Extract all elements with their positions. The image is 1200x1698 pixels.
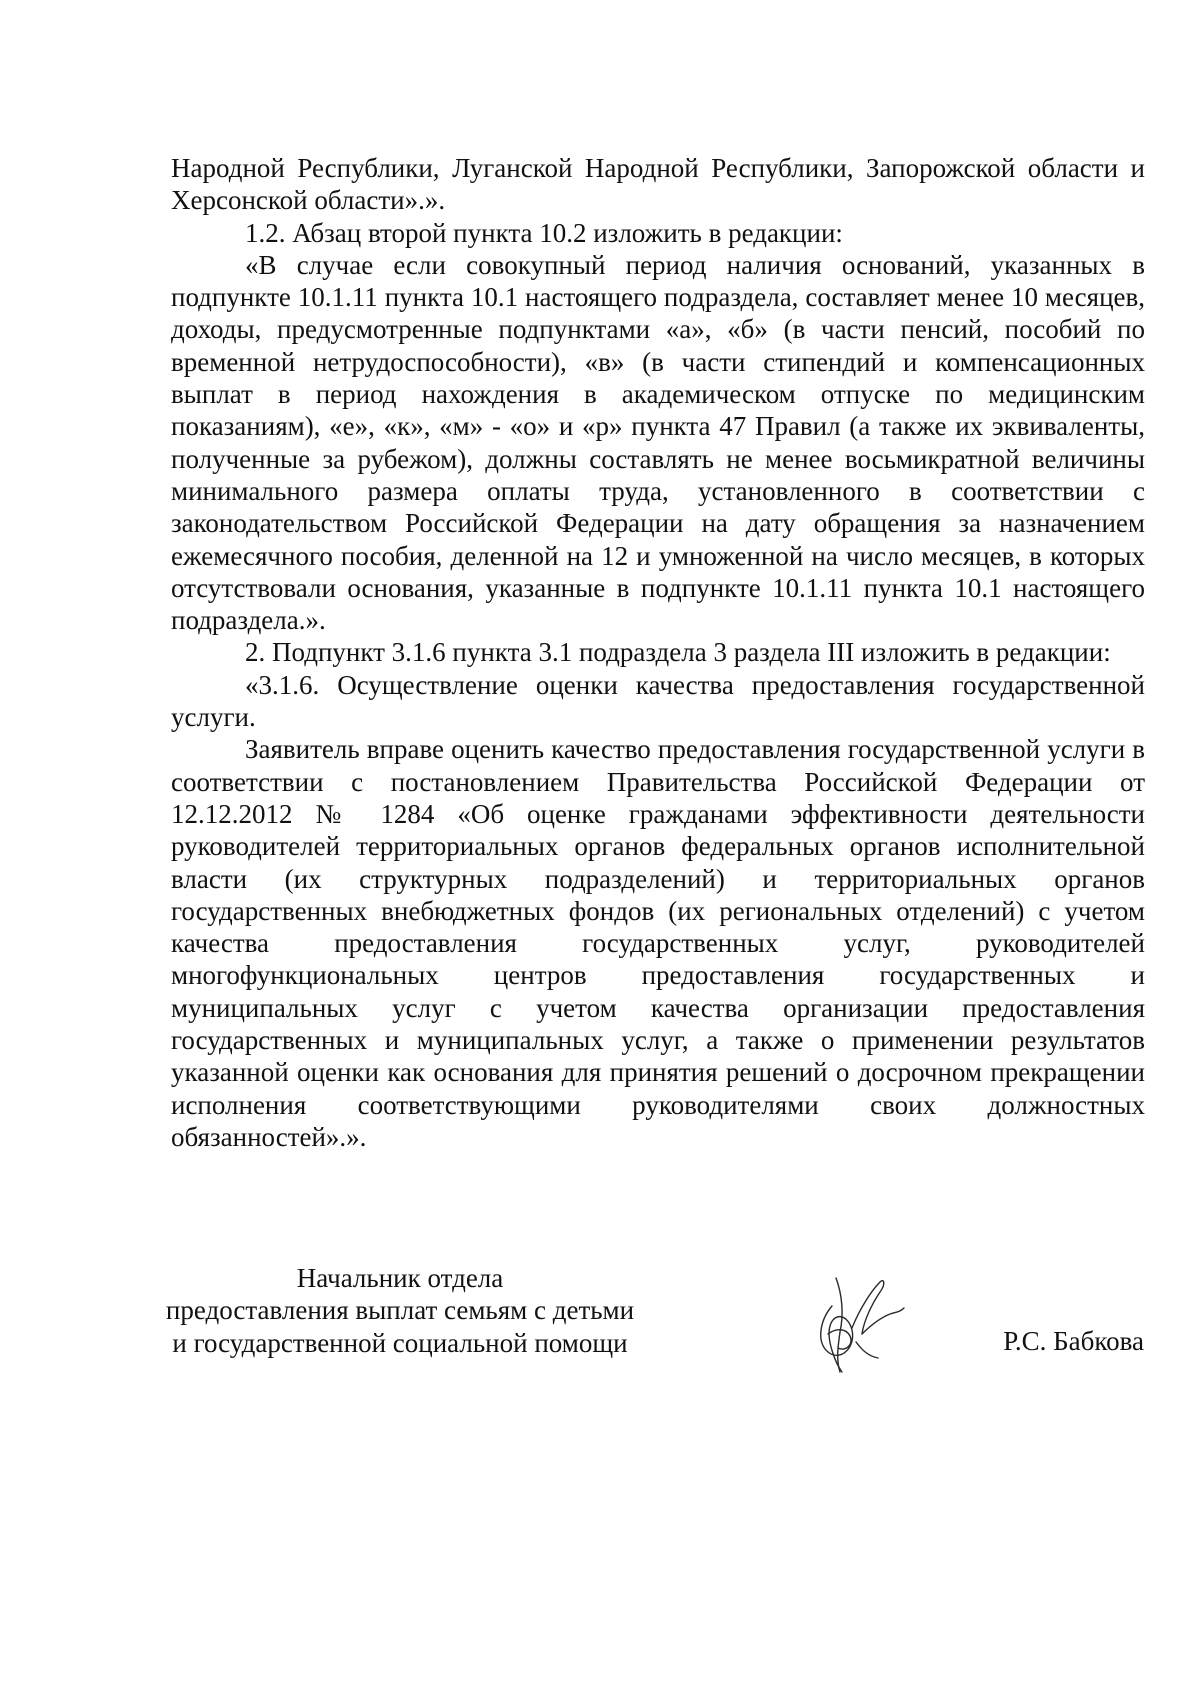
paragraph-2: 2. Подпункт 3.1.6 пункта 3.1 подраздела 3 раздела III изложить в редакции: (245, 637, 1111, 668)
handwritten-signature-icon (806, 1268, 916, 1388)
paragraph-3-1-6: «3.1.6. Осуществление оценки качества предоставления государственной услуги. (171, 669, 1145, 733)
signatory-name: Р.С. Бабкова (1003, 1326, 1144, 1356)
paragraph-applicant: Заявитель вправе оценить качество предоставления государственной услуги в соответствии с постановлением Правительства Российской Федерации от 12.12.2012 № 1284 «Об оценке гражданами эффективности деятельности руководителей территориальных органов федеральных органов исполнительной власти (их структурных подразделений) и территориальных органов государственных внебюджетных фондов (их региональных отделений) с учетом качества предоставления государственных услуг, руководителей многофункциональных центров предоставления государственных и муниципальных услуг с учетом качества организации предоставления государственных и муниципальных услуг, а также о применении результатов указанной оценки как основания для принятия решений о досрочном прекращении исполнения соответствующими руководителями своих должностных обязанностей».». (171, 734, 1145, 1152)
paragraph-1-2: 1.2. Абзац второй пункта 10.2 изложить в редакции: (245, 217, 843, 248)
paragraph-continuation: Народной Республики, Луганской Народной Республики, Запорожской области и Херсонской области».». (171, 153, 1145, 216)
signatory-title (140, 1262, 660, 1359)
paragraph-quote-10-2: «В случае если совокупный период наличия оснований, указанных в подпункте 10.1.11 пункта 10.1 настоящего подраздела, составляет менее 10 месяцев, доходы, предусмотренные подпунктами «а», «б» (в части пенсий, пособий по временной нетрудоспособности), «в» (в части стипендий и компенсационных выплат в период нахождения в академическом отпуске по медицинским показаниям), «е», «к», «м» - «о» и «р» пункта 47 Правил (а также их эквиваленты, полученные за рубежом), должны составлять не менее восьмикратной величины минимального размера оплаты труда, установленного в соответствии с законодательством Российской Федерации на дату обращения за назначением ежемесячного пособия, деленной на 12 и умноженной на число месяцев, в которых отсутствовали основания, указанные в подпункте 10.1.11 пункта 10.1 настоящего подраздела.». (171, 249, 1145, 636)
signatory-title-line: предоставления выплат семьям с детьми (165, 1295, 635, 1326)
signatory-title-line: Начальник отдела (296, 1263, 504, 1293)
signatory-title-line: и государственной социальной помощи (172, 1327, 628, 1358)
document-body (171, 152, 1145, 1153)
